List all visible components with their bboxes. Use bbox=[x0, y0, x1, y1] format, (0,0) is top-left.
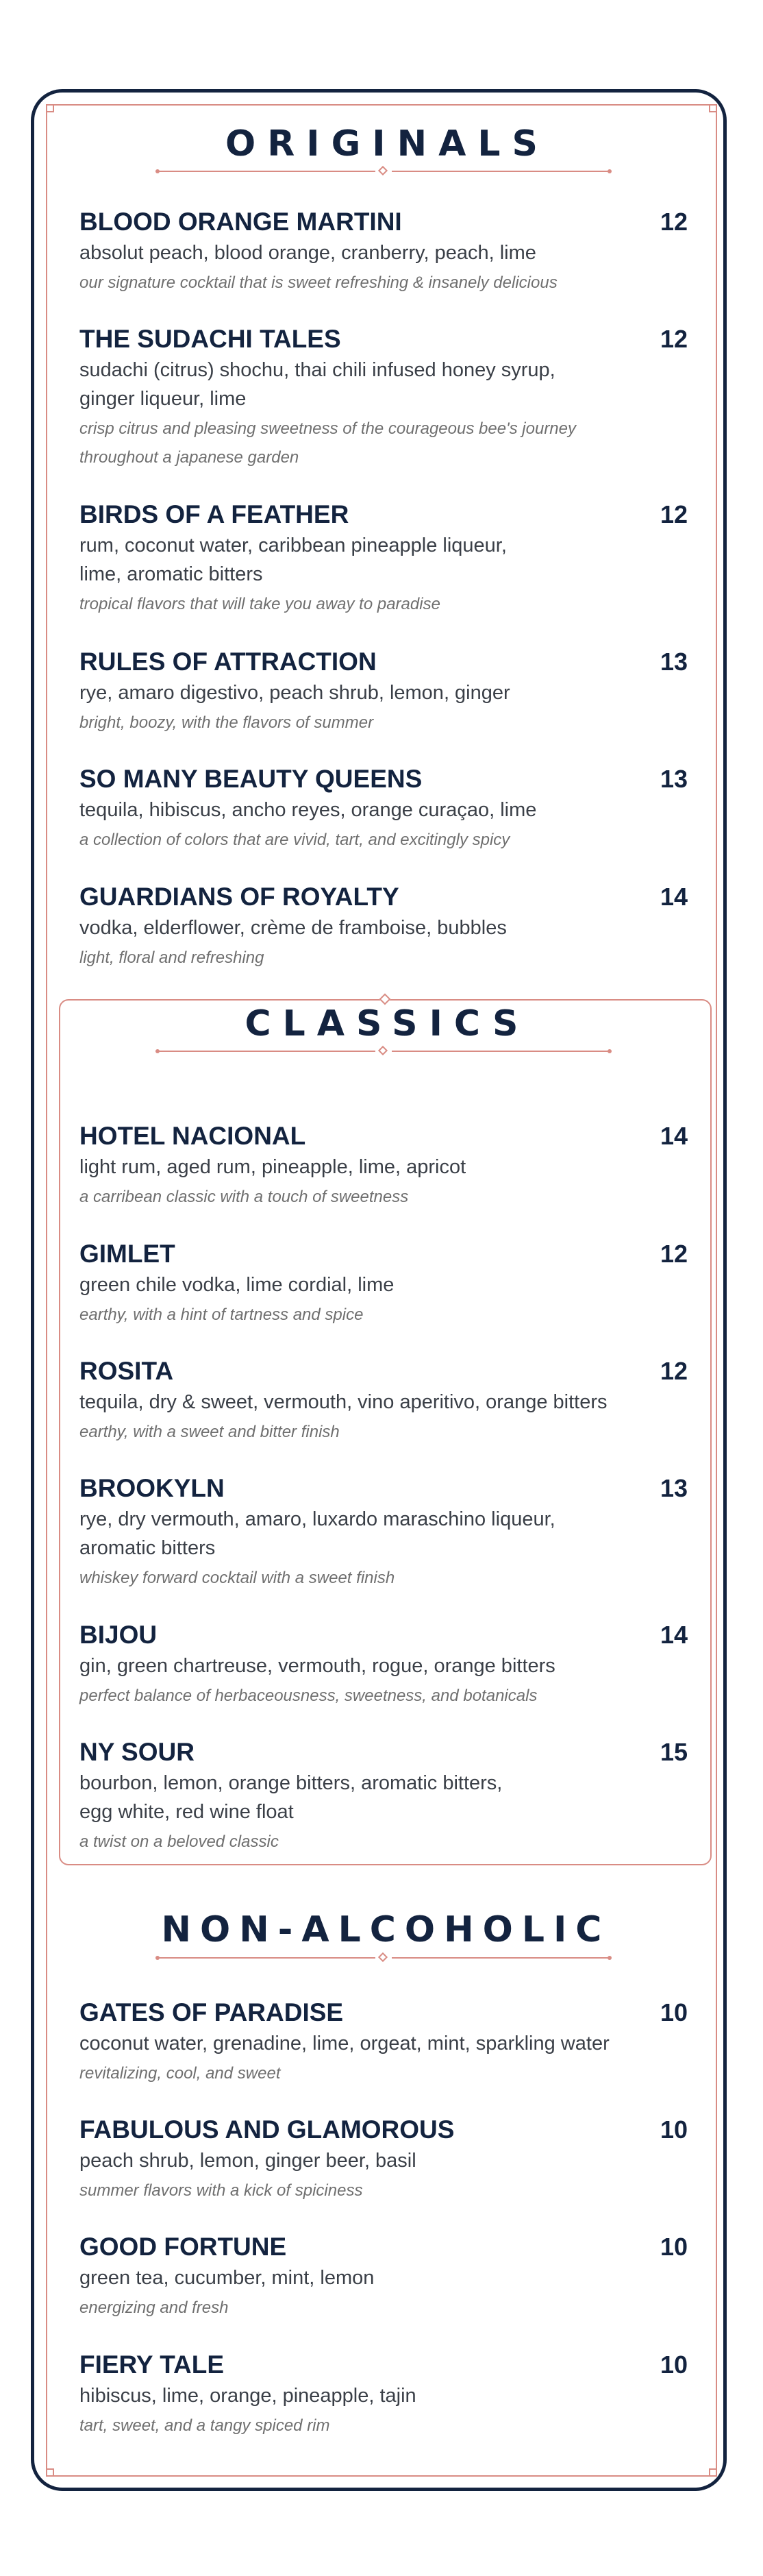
item-price: 13 bbox=[660, 765, 688, 793]
item-description: perfect balance of herbaceousness, sweetness, and botanicals bbox=[79, 1686, 538, 1705]
item-name: GUARDIANS OF ROYALTY bbox=[79, 883, 399, 911]
item-price: 10 bbox=[660, 1998, 688, 2026]
item-description: summer flavors with a kick of spiciness bbox=[79, 2181, 363, 2200]
section-title-originals: ORIGINALS bbox=[225, 123, 549, 164]
item-ingredients: lime, aromatic bitters bbox=[79, 563, 263, 585]
item-ingredients: peach shrub, lemon, ginger beer, basil bbox=[79, 2150, 416, 2172]
item-name: RULES OF ATTRACTION bbox=[79, 648, 377, 676]
item-ingredients: ginger liqueur, lime bbox=[79, 388, 247, 410]
section-divider bbox=[158, 167, 610, 176]
item-description: whiskey forward cocktail with a sweet finish bbox=[79, 1569, 395, 1587]
diamond-ornament-icon bbox=[378, 166, 388, 175]
item-description: earthy, with a hint of tartness and spice bbox=[79, 1305, 364, 1324]
item-ingredients: green tea, cucumber, mint, lemon bbox=[79, 2267, 375, 2289]
item-ingredients: tequila, hibiscus, ancho reyes, orange curaçao, lime bbox=[79, 799, 537, 821]
item-ingredients: vodka, elderflower, crème de framboise, bubbles bbox=[79, 917, 507, 939]
item-price: 12 bbox=[660, 325, 688, 353]
item-name: FABULOUS AND GLAMOROUS bbox=[79, 2115, 455, 2144]
item-description: a twist on a beloved classic bbox=[79, 1832, 279, 1851]
item-price: 10 bbox=[660, 2115, 688, 2144]
item-ingredients: green chile vodka, lime cordial, lime bbox=[79, 1274, 395, 1296]
item-ingredients: aromatic bitters bbox=[79, 1537, 216, 1559]
item-description: revitalizing, cool, and sweet bbox=[79, 2064, 281, 2083]
item-name: BIRDS OF A FEATHER bbox=[79, 500, 349, 528]
item-ingredients: rye, amaro digestivo, peach shrub, lemon, ginger bbox=[79, 682, 510, 704]
item-ingredients: coconut water, grenadine, lime, orgeat, mint, sparkling water bbox=[79, 2033, 610, 2054]
section-title-classics: CLASSICS bbox=[245, 1003, 530, 1044]
item-name: THE SUDACHI TALES bbox=[79, 325, 341, 353]
item-ingredients: absolut peach, blood orange, cranberry, peach, lime bbox=[79, 242, 536, 264]
item-name: SO MANY BEAUTY QUEENS bbox=[79, 765, 423, 793]
item-ingredients: tequila, dry & sweet, vermouth, vino aperitivo, orange bitters bbox=[79, 1391, 608, 1413]
item-ingredients: bourbon, lemon, orange bitters, aromatic bitters, bbox=[79, 1772, 503, 1794]
item-price: 12 bbox=[660, 1357, 688, 1385]
item-description: earthy, with a sweet and bitter finish bbox=[79, 1423, 340, 1441]
item-price: 14 bbox=[660, 1122, 688, 1150]
item-price: 12 bbox=[660, 500, 688, 528]
item-ingredients: hibiscus, lime, orange, pineapple, tajin bbox=[79, 2385, 416, 2407]
item-price: 14 bbox=[660, 883, 688, 911]
item-price: 14 bbox=[660, 1621, 688, 1649]
item-ingredients: gin, green chartreuse, vermouth, rogue, orange bitters bbox=[79, 1655, 555, 1677]
diamond-ornament-icon bbox=[378, 1046, 388, 1055]
item-name: BROOKYLN bbox=[79, 1474, 225, 1502]
item-ingredients: rye, dry vermouth, amaro, luxardo maraschino liqueur, bbox=[79, 1508, 555, 1530]
item-description: a collection of colors that are vivid, tart, and excitingly spicy bbox=[79, 831, 510, 849]
item-description: light, floral and refreshing bbox=[79, 948, 264, 967]
item-name: HOTEL NACIONAL bbox=[79, 1122, 306, 1150]
item-price: 10 bbox=[660, 2233, 688, 2261]
item-ingredients: light rum, aged rum, pineapple, lime, apricot bbox=[79, 1156, 466, 1178]
item-name: BIJOU bbox=[79, 1621, 158, 1649]
item-price: 13 bbox=[660, 1474, 688, 1502]
item-name: GIMLET bbox=[79, 1240, 175, 1268]
item-name: FIERY TALE bbox=[79, 2351, 225, 2379]
item-description: a carribean classic with a touch of sweetness bbox=[79, 1188, 409, 1206]
item-ingredients: egg white, red wine float bbox=[79, 1801, 294, 1823]
item-description: throughout a japanese garden bbox=[79, 448, 299, 467]
diamond-ornament-icon bbox=[378, 1952, 388, 1962]
section-title-non-alcoholic: NON-ALCOHOLIC bbox=[161, 1909, 611, 1950]
item-price: 15 bbox=[660, 1738, 688, 1766]
item-name: GOOD FORTUNE bbox=[79, 2233, 287, 2261]
section-divider bbox=[158, 1046, 610, 1056]
corner-ornament bbox=[709, 2468, 717, 2477]
corner-ornament bbox=[709, 104, 717, 112]
item-price: 12 bbox=[660, 208, 688, 236]
item-description: energizing and fresh bbox=[79, 2298, 229, 2317]
item-description: tart, sweet, and a tangy spiced rim bbox=[79, 2416, 330, 2435]
item-name: NY SOUR bbox=[79, 1738, 195, 1766]
item-name: GATES OF PARADISE bbox=[79, 1998, 344, 2026]
item-price: 13 bbox=[660, 648, 688, 676]
item-description: crisp citrus and pleasing sweetness of the courageous bee's journey bbox=[79, 419, 577, 438]
corner-ornament bbox=[46, 104, 54, 112]
item-description: bright, boozy, with the flavors of summer bbox=[79, 713, 374, 732]
item-ingredients: rum, coconut water, caribbean pineapple liqueur, bbox=[79, 535, 507, 556]
item-description: tropical flavors that will take you away to paradise bbox=[79, 595, 440, 613]
item-ingredients: sudachi (citrus) shochu, thai chili infused honey syrup, bbox=[79, 359, 555, 381]
section-divider bbox=[158, 1953, 610, 1963]
item-description: our signature cocktail that is sweet refreshing & insanely delicious bbox=[79, 273, 558, 292]
corner-ornament bbox=[46, 2468, 54, 2477]
item-price: 12 bbox=[660, 1240, 688, 1268]
item-name: BLOOD ORANGE MARTINI bbox=[79, 208, 402, 236]
item-name: ROSITA bbox=[79, 1357, 174, 1385]
item-price: 10 bbox=[660, 2351, 688, 2379]
